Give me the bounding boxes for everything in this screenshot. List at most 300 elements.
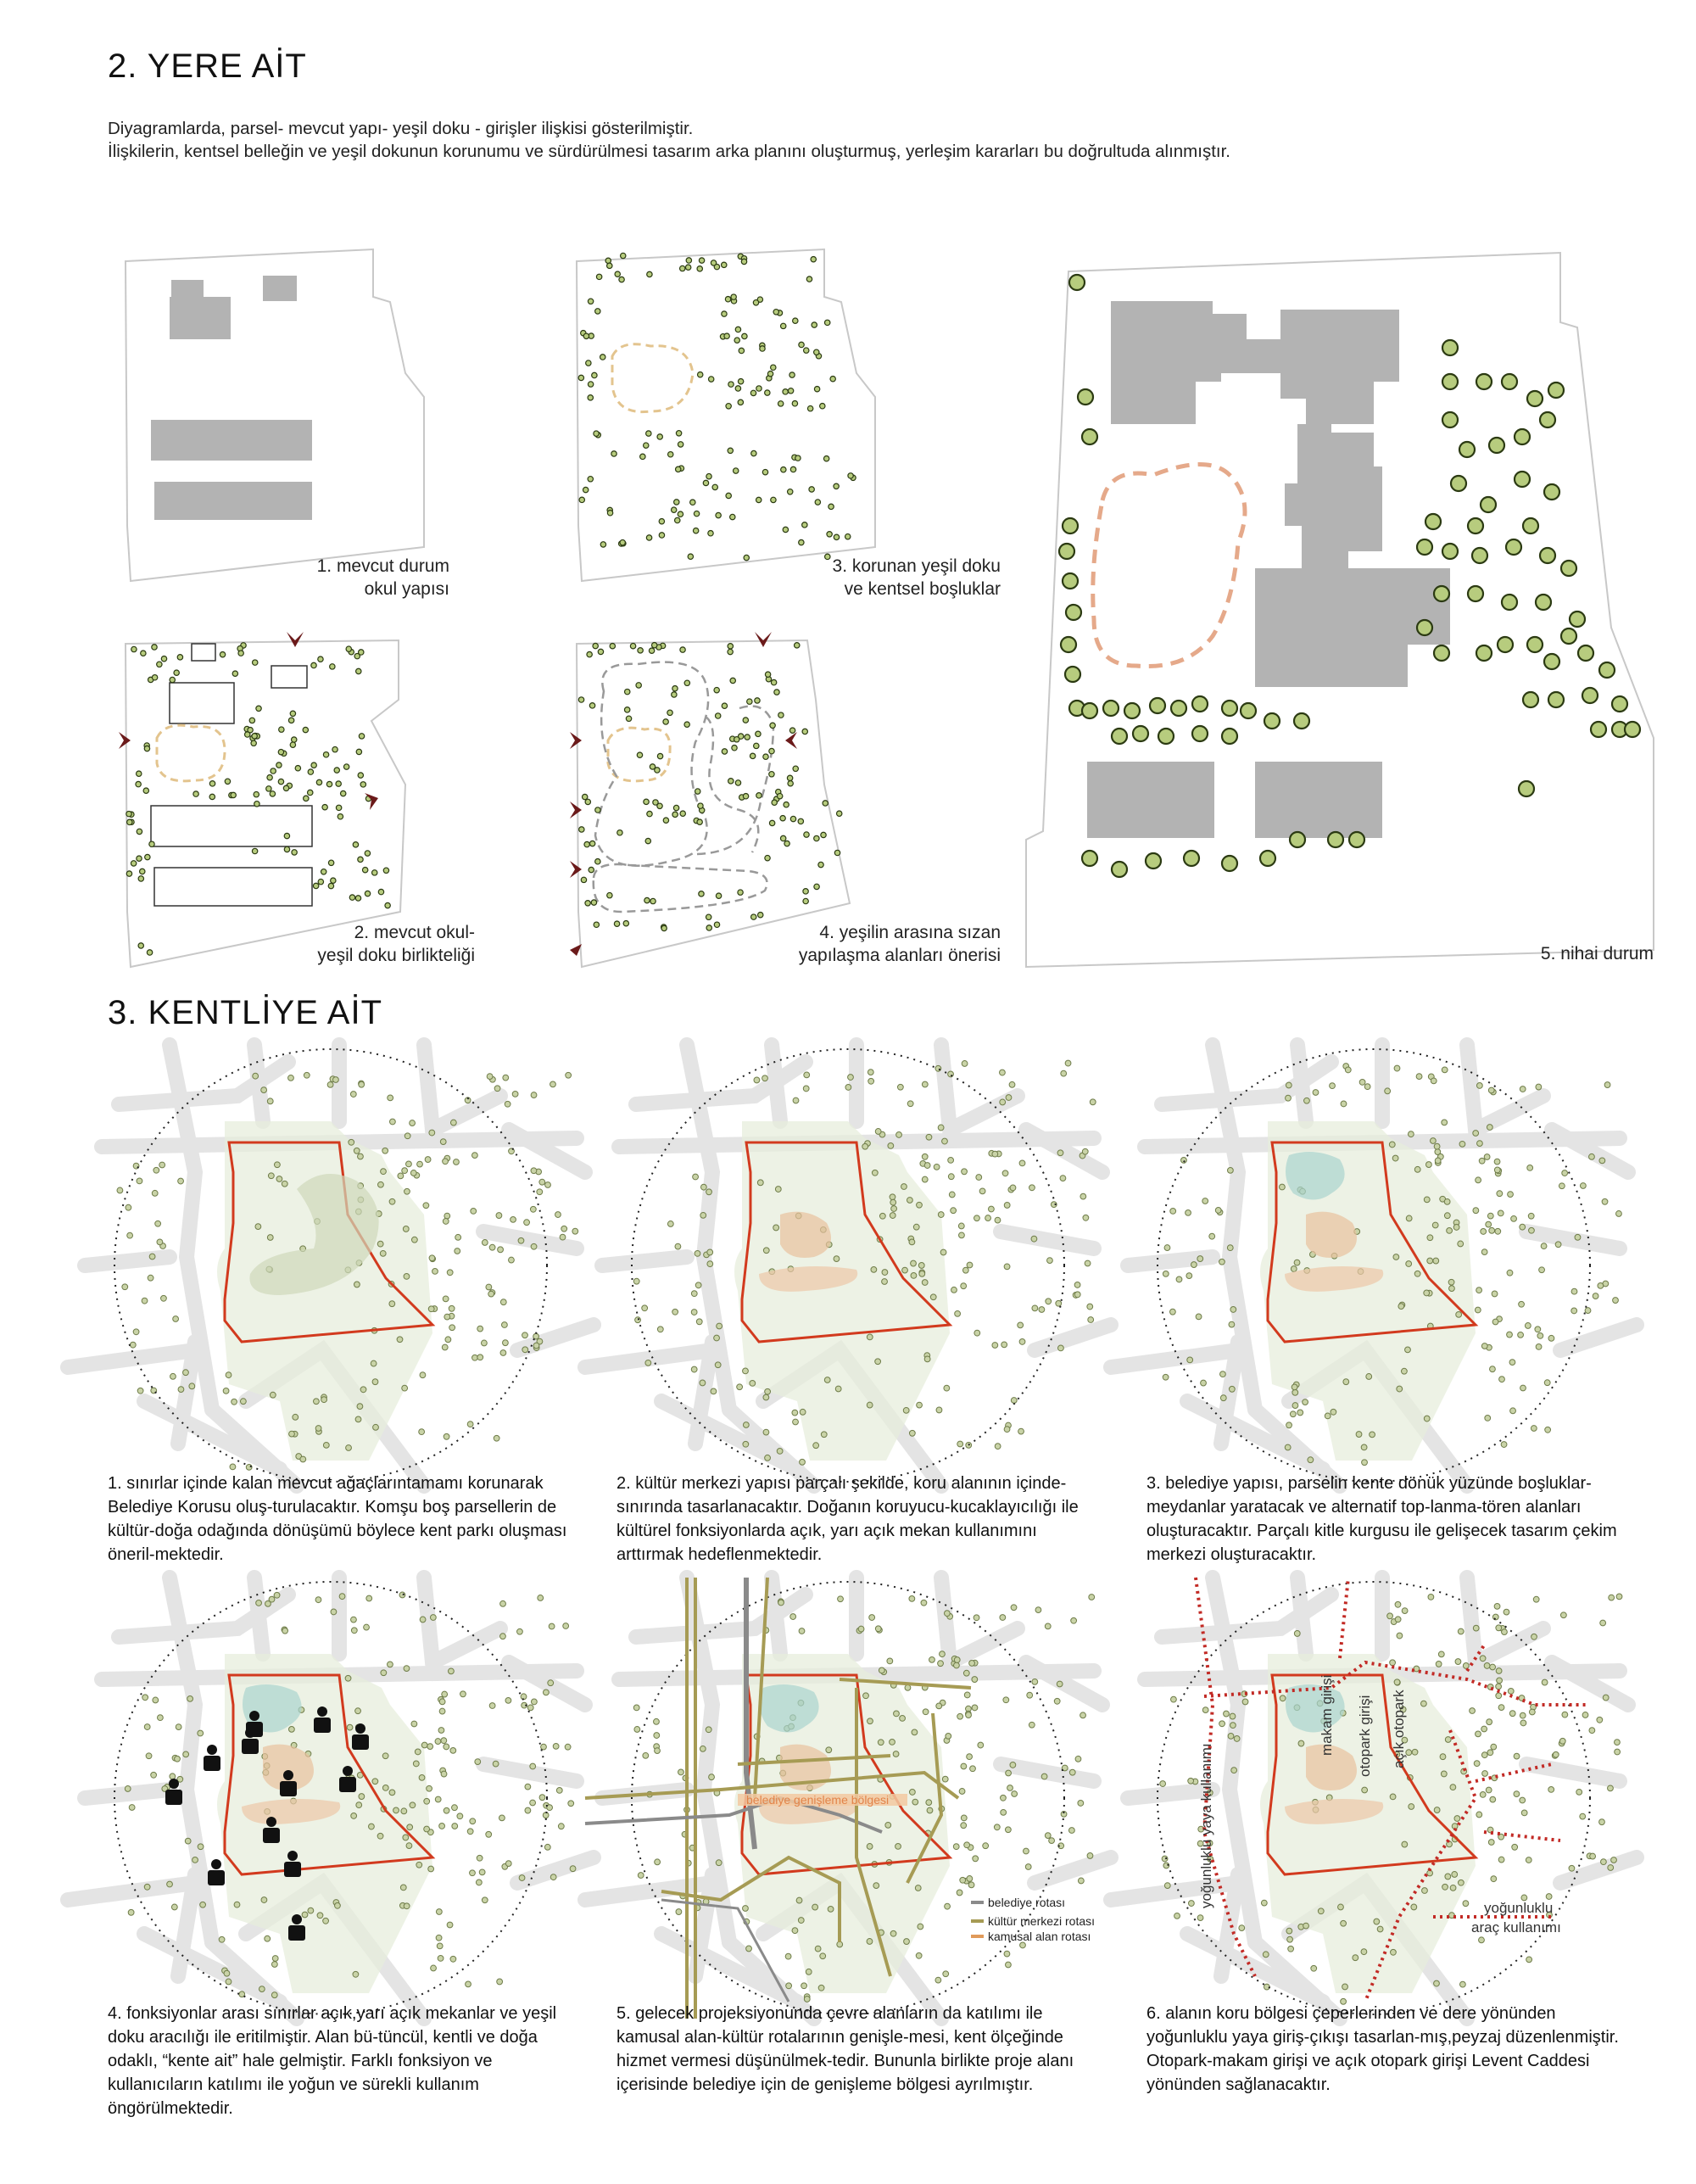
tree-icon xyxy=(647,271,652,276)
tree-icon xyxy=(992,1151,998,1157)
tree-icon xyxy=(1444,1198,1450,1204)
tree-icon xyxy=(672,812,678,817)
tree-icon xyxy=(1057,1681,1063,1687)
tree-icon xyxy=(517,1628,523,1634)
tree-icon xyxy=(476,1880,482,1885)
tree-icon xyxy=(336,781,341,786)
tree-icon xyxy=(1559,1738,1565,1744)
tree-icon xyxy=(549,1623,555,1629)
tree-icon xyxy=(1523,692,1538,707)
tree-icon xyxy=(1518,1332,1524,1338)
tree-icon xyxy=(894,1711,900,1717)
tree-icon xyxy=(505,1861,511,1867)
tree-icon xyxy=(1169,1309,1175,1315)
tree-icon xyxy=(979,1188,985,1194)
tree-icon xyxy=(811,256,816,261)
tree-icon xyxy=(371,1360,377,1366)
tree-icon xyxy=(148,1275,153,1281)
tree-icon xyxy=(234,1902,240,1908)
tree-icon xyxy=(398,1173,404,1179)
tree-icon xyxy=(232,1399,237,1405)
tree-icon xyxy=(1420,1701,1426,1706)
tree-icon xyxy=(510,1216,516,1222)
tree-icon xyxy=(962,1169,968,1175)
tree-icon xyxy=(619,276,624,282)
tree-icon xyxy=(138,876,143,881)
tree-icon xyxy=(1288,1946,1294,1952)
tree-icon xyxy=(823,801,828,806)
tree-icon xyxy=(308,790,313,795)
tree-icon xyxy=(1414,1166,1420,1172)
tree-icon xyxy=(1074,1282,1080,1288)
tree-icon xyxy=(659,533,664,538)
tree-icon xyxy=(1019,1160,1025,1166)
tree-icon xyxy=(700,1380,706,1386)
tree-icon xyxy=(1201,1380,1207,1386)
tree-icon xyxy=(1476,374,1492,389)
tree-icon xyxy=(323,752,328,757)
tree-icon xyxy=(231,792,236,797)
section-3-text-1: 1. sınırlar içinde kalan mevcut ağaçlarıntamamı korunarak Belediye Korusu oluş-turulacaktır. Komşu boş parsellerin de kültür-doğa odağında dönüşümü böylece kent parkı oluşması öneril-mektedir. xyxy=(108,1474,567,1564)
tree-icon xyxy=(1533,1596,1539,1602)
tree-icon xyxy=(350,1092,356,1098)
tree-icon xyxy=(654,1718,660,1724)
tree-icon xyxy=(802,729,807,734)
tree-icon xyxy=(1004,1427,1010,1433)
tree-icon xyxy=(957,1713,963,1719)
tree-icon xyxy=(240,1399,246,1405)
tree-icon xyxy=(879,1213,885,1219)
tree-icon xyxy=(743,1368,749,1374)
tree-icon xyxy=(1359,1079,1365,1085)
tree-icon xyxy=(1229,1386,1235,1392)
tree-icon xyxy=(697,266,702,271)
tree-icon xyxy=(741,259,746,264)
tree-icon xyxy=(1442,340,1458,355)
tree-icon xyxy=(1264,713,1280,729)
tree-icon xyxy=(167,1881,173,1887)
tree-icon xyxy=(1401,1368,1407,1374)
tree-icon xyxy=(381,1670,387,1676)
tree-icon xyxy=(1498,1705,1504,1711)
tree-icon xyxy=(400,1885,406,1891)
tree-icon xyxy=(1164,1883,1170,1889)
tree-icon xyxy=(428,1866,434,1872)
tree-icon xyxy=(1427,1258,1433,1264)
tree-icon xyxy=(326,781,332,786)
diagram-1-caption xyxy=(246,555,449,600)
tree-icon xyxy=(525,1807,531,1813)
tree-icon xyxy=(1090,1099,1096,1105)
tree-icon xyxy=(773,1225,779,1231)
tree-icon xyxy=(699,891,704,897)
tree-icon xyxy=(588,395,593,400)
tree-icon xyxy=(1001,1809,1007,1815)
tree-icon xyxy=(406,1843,412,1849)
tree-icon xyxy=(803,1086,809,1092)
road xyxy=(1001,1232,1094,1248)
tree-icon xyxy=(837,1941,843,1947)
tree-icon xyxy=(1039,1307,1045,1313)
tree-icon xyxy=(293,1414,298,1420)
tree-icon xyxy=(1224,1711,1230,1717)
tree-icon xyxy=(1029,1185,1035,1191)
tree-icon xyxy=(814,386,819,391)
tree-icon xyxy=(935,1977,941,1983)
tree-icon xyxy=(1291,1266,1297,1272)
tree-icon xyxy=(684,722,689,727)
tree-icon xyxy=(623,920,628,925)
tree-icon xyxy=(730,678,735,683)
tree-icon xyxy=(248,727,253,732)
tree-icon xyxy=(1069,1769,1075,1775)
tree-icon xyxy=(995,1444,1001,1449)
tree-icon xyxy=(1496,1693,1502,1699)
tree-icon xyxy=(875,1626,881,1632)
tree-icon xyxy=(1087,1304,1093,1310)
tree-icon xyxy=(1082,429,1097,444)
tree-icon xyxy=(1442,412,1458,427)
tree-icon xyxy=(760,346,765,351)
tree-icon xyxy=(909,1595,915,1601)
tree-icon xyxy=(1473,1131,1479,1137)
tree-icon xyxy=(403,1835,409,1840)
tree-icon xyxy=(1370,1432,1375,1438)
tree-icon xyxy=(957,1890,962,1896)
tree-icon xyxy=(789,372,795,377)
tree-icon xyxy=(345,1675,351,1681)
road xyxy=(1297,1578,1306,1654)
tree-icon xyxy=(1280,1184,1286,1190)
tree-icon xyxy=(1496,1668,1502,1674)
tree-icon xyxy=(1490,1796,1496,1802)
tree-icon xyxy=(1393,1254,1399,1260)
tree-icon xyxy=(565,1744,571,1750)
tree-icon xyxy=(972,1705,978,1711)
tree-icon xyxy=(274,1592,280,1598)
tree-icon xyxy=(267,1235,273,1241)
tree-icon xyxy=(1625,722,1640,737)
tree-icon xyxy=(315,1426,321,1432)
tree-icon xyxy=(716,512,721,517)
tree-icon xyxy=(678,511,683,517)
tree-icon xyxy=(1542,1679,1548,1685)
tree-icon xyxy=(1385,1088,1391,1094)
tree-icon xyxy=(1083,1215,1089,1220)
tree-icon xyxy=(1490,1664,1496,1670)
tree-icon xyxy=(909,1790,915,1796)
tree-icon xyxy=(1292,1403,1298,1409)
tree-icon xyxy=(1507,1270,1513,1276)
tree-icon xyxy=(1488,1087,1494,1093)
tree-icon xyxy=(940,1249,946,1255)
tree-icon xyxy=(1520,1720,1526,1726)
tree-icon xyxy=(922,1153,928,1159)
tree-icon xyxy=(152,675,157,680)
tree-icon xyxy=(1103,701,1119,716)
tree-icon xyxy=(698,372,703,377)
tree-icon xyxy=(302,1912,308,1918)
tree-icon xyxy=(1602,1198,1608,1204)
tree-icon xyxy=(867,1334,873,1340)
tree-icon xyxy=(1529,1709,1535,1715)
tree-icon xyxy=(743,1441,749,1447)
tree-icon xyxy=(1318,1908,1324,1914)
tree-icon xyxy=(288,718,293,723)
tree-icon xyxy=(333,1077,339,1083)
tree-icon xyxy=(1497,1191,1503,1197)
tree-icon xyxy=(470,1870,476,1876)
tree-icon xyxy=(355,1708,361,1714)
tree-icon xyxy=(657,803,662,808)
tree-icon xyxy=(1112,729,1127,744)
tree-icon xyxy=(948,1158,954,1164)
tree-icon xyxy=(1476,1287,1482,1293)
tree-icon xyxy=(230,1464,236,1470)
tree-icon xyxy=(1260,851,1275,866)
tree-icon xyxy=(349,895,354,900)
tree-icon xyxy=(1046,1299,1052,1304)
tree-icon xyxy=(436,1909,442,1915)
tree-icon xyxy=(657,434,662,439)
tree-icon xyxy=(313,883,318,888)
tree-icon xyxy=(323,1918,329,1924)
tree-icon xyxy=(220,651,225,656)
tree-icon xyxy=(192,1857,198,1863)
tree-icon xyxy=(834,850,840,855)
tree-icon xyxy=(1229,1321,1235,1327)
tree-icon xyxy=(444,1744,449,1750)
tree-icon xyxy=(652,642,657,647)
tree-icon xyxy=(331,878,336,883)
tree-icon xyxy=(404,1903,410,1909)
tree-icon xyxy=(1074,1292,1080,1298)
tree-icon xyxy=(1263,1952,1269,1958)
tree-icon xyxy=(531,1168,537,1174)
tree-icon xyxy=(276,1176,282,1182)
tree-icon xyxy=(1445,1737,1451,1743)
caption-line: ve kentsel boşluklar xyxy=(844,579,1001,599)
tree-icon xyxy=(406,1161,412,1167)
tree-icon xyxy=(678,442,683,447)
tree-icon xyxy=(359,650,364,655)
tree-icon xyxy=(803,898,808,903)
tree-icon xyxy=(1548,383,1564,398)
tree-icon xyxy=(596,274,601,279)
tree-icon xyxy=(743,718,748,723)
tree-icon xyxy=(1065,1060,1071,1066)
circle-map-5 xyxy=(585,1578,1128,2019)
tree-icon xyxy=(538,1595,544,1601)
tree-icon xyxy=(1481,1343,1487,1349)
tree-icon xyxy=(728,649,733,654)
tree-icon xyxy=(1395,1601,1401,1607)
tree-icon xyxy=(1027,1692,1033,1698)
tree-icon xyxy=(1387,1613,1393,1619)
tree-icon xyxy=(377,1241,383,1247)
tree-icon xyxy=(1508,1192,1514,1198)
tree-icon xyxy=(323,1442,329,1448)
tree-icon xyxy=(818,862,823,867)
tree-icon xyxy=(372,1379,378,1385)
section-3-text-2: 2. kültür merkezi yapısı parçalı şekilde, koru alanının içinde-sınırında tasarlanacaktır. Doğanın koruyucu-kucaklayıcılığı ile kültürel fonksiyonlarda açık, yarı açık mekan kullanımını arttırmak hedeflenmektedir. xyxy=(616,1474,1079,1564)
tree-icon xyxy=(890,1740,895,1746)
tree-icon xyxy=(1311,1965,1317,1971)
tree-icon xyxy=(479,1869,485,1875)
tree-icon xyxy=(756,386,762,391)
tree-icon xyxy=(351,1617,357,1623)
tree-icon xyxy=(271,1992,277,1998)
tree-icon xyxy=(290,742,295,747)
tree-icon xyxy=(1080,1193,1086,1199)
tree-icon xyxy=(927,1807,933,1813)
tree-icon xyxy=(1425,514,1441,529)
tree-icon xyxy=(1292,1389,1298,1395)
tree-icon xyxy=(1440,1754,1446,1760)
tree-icon xyxy=(1222,701,1237,716)
tree-icon xyxy=(402,1168,408,1174)
tree-icon xyxy=(1045,1623,1051,1629)
tree-icon xyxy=(351,1813,357,1819)
tree-icon xyxy=(1405,1347,1411,1353)
tree-icon xyxy=(1176,1276,1182,1282)
tree-icon xyxy=(807,405,812,411)
tree-icon xyxy=(1519,781,1534,796)
tree-icon xyxy=(1507,1332,1513,1338)
tree-icon xyxy=(1303,1399,1308,1405)
tree-icon xyxy=(1451,476,1466,491)
tree-icon xyxy=(382,1785,388,1790)
tree-icon xyxy=(1088,1317,1094,1323)
tree-icon xyxy=(365,891,370,896)
tree-icon xyxy=(443,1219,449,1225)
tree-icon xyxy=(945,1903,951,1909)
tree-icon xyxy=(715,713,720,718)
tree-icon xyxy=(709,1774,715,1780)
music-icon xyxy=(204,1745,220,1771)
tree-icon xyxy=(441,1771,447,1777)
road xyxy=(1111,1883,1238,1900)
tree-icon xyxy=(966,1712,972,1718)
tree-icon xyxy=(698,803,703,808)
tree-icon xyxy=(1540,548,1555,563)
tree-icon xyxy=(1514,1791,1520,1797)
tree-icon xyxy=(594,922,599,927)
diagram-1-existing-school xyxy=(119,246,551,581)
tree-icon xyxy=(1494,1159,1500,1165)
tree-icon xyxy=(1294,1260,1300,1265)
tree-icon xyxy=(578,697,583,702)
tree-icon xyxy=(155,1220,161,1226)
vehicle-label: araç kullanımı xyxy=(1471,1919,1561,1935)
tree-icon xyxy=(178,1178,184,1184)
tree-icon xyxy=(359,1794,365,1800)
tree-icon xyxy=(1394,1065,1400,1071)
tree-icon xyxy=(973,1856,979,1862)
tree-icon xyxy=(946,1733,951,1739)
tree-icon xyxy=(153,1167,159,1173)
tree-icon xyxy=(904,1939,910,1945)
tree-icon xyxy=(750,1380,756,1386)
tree-icon xyxy=(505,1697,511,1703)
tree-icon xyxy=(801,1983,807,1989)
tree-icon xyxy=(1582,688,1598,703)
tree-icon xyxy=(992,1343,998,1349)
tree-icon xyxy=(489,1244,495,1250)
tree-icon xyxy=(1608,1865,1614,1871)
tree-icon xyxy=(1361,1444,1367,1450)
tree-icon xyxy=(747,699,752,704)
road xyxy=(1035,1857,1111,1883)
tree-icon xyxy=(1428,1595,1434,1600)
tree-icon xyxy=(771,497,776,502)
tree-icon xyxy=(765,672,770,677)
tree-icon xyxy=(728,448,733,453)
tree-icon xyxy=(284,833,289,838)
tree-icon xyxy=(771,679,776,684)
tree-icon xyxy=(834,534,839,539)
tree-icon xyxy=(1075,1756,1081,1762)
pedestrian-route xyxy=(1340,1578,1348,1658)
tree-icon xyxy=(1427,1235,1433,1241)
tree-icon xyxy=(531,1699,537,1705)
tree-icon xyxy=(750,753,755,758)
tree-icon xyxy=(675,1243,681,1249)
tree-icon xyxy=(777,1448,783,1454)
tree-icon xyxy=(738,890,743,895)
tree-icon xyxy=(605,258,611,263)
tree-icon xyxy=(311,662,316,667)
tree-icon xyxy=(378,1181,384,1187)
tree-icon xyxy=(1065,667,1080,682)
tree-icon xyxy=(416,1862,422,1868)
tree-icon xyxy=(137,771,142,776)
tree-icon xyxy=(1069,275,1085,290)
tree-icon xyxy=(642,1305,648,1311)
tree-icon xyxy=(450,1747,456,1753)
tree-icon xyxy=(330,664,335,669)
tree-icon xyxy=(1338,1904,1344,1910)
tree-icon xyxy=(809,487,814,492)
tree-icon xyxy=(769,772,774,777)
tree-icon xyxy=(1417,539,1432,555)
tree-icon xyxy=(915,1885,921,1891)
tree-icon xyxy=(633,1705,639,1711)
tree-icon xyxy=(589,841,594,846)
tree-icon xyxy=(261,1087,267,1093)
tree-icon xyxy=(477,1355,483,1360)
tree-icon xyxy=(607,892,612,897)
tree-icon xyxy=(541,1744,547,1750)
tree-icon xyxy=(292,850,297,855)
tree-icon xyxy=(127,1232,133,1238)
tree-icon xyxy=(688,554,693,559)
tree-icon xyxy=(1078,389,1093,405)
tree-icon xyxy=(1163,1374,1169,1380)
tree-icon xyxy=(657,753,662,758)
tree-icon xyxy=(912,1729,918,1735)
tree-icon xyxy=(787,775,792,780)
tree-icon xyxy=(951,1287,957,1293)
tree-icon xyxy=(149,841,154,846)
tree-icon xyxy=(193,791,198,796)
tree-icon xyxy=(728,779,734,784)
tree-icon xyxy=(1174,1913,1180,1919)
tree-icon xyxy=(1600,1620,1606,1626)
tree-icon xyxy=(799,1628,805,1634)
tree-icon xyxy=(359,1081,365,1087)
tree-icon xyxy=(496,1213,502,1219)
